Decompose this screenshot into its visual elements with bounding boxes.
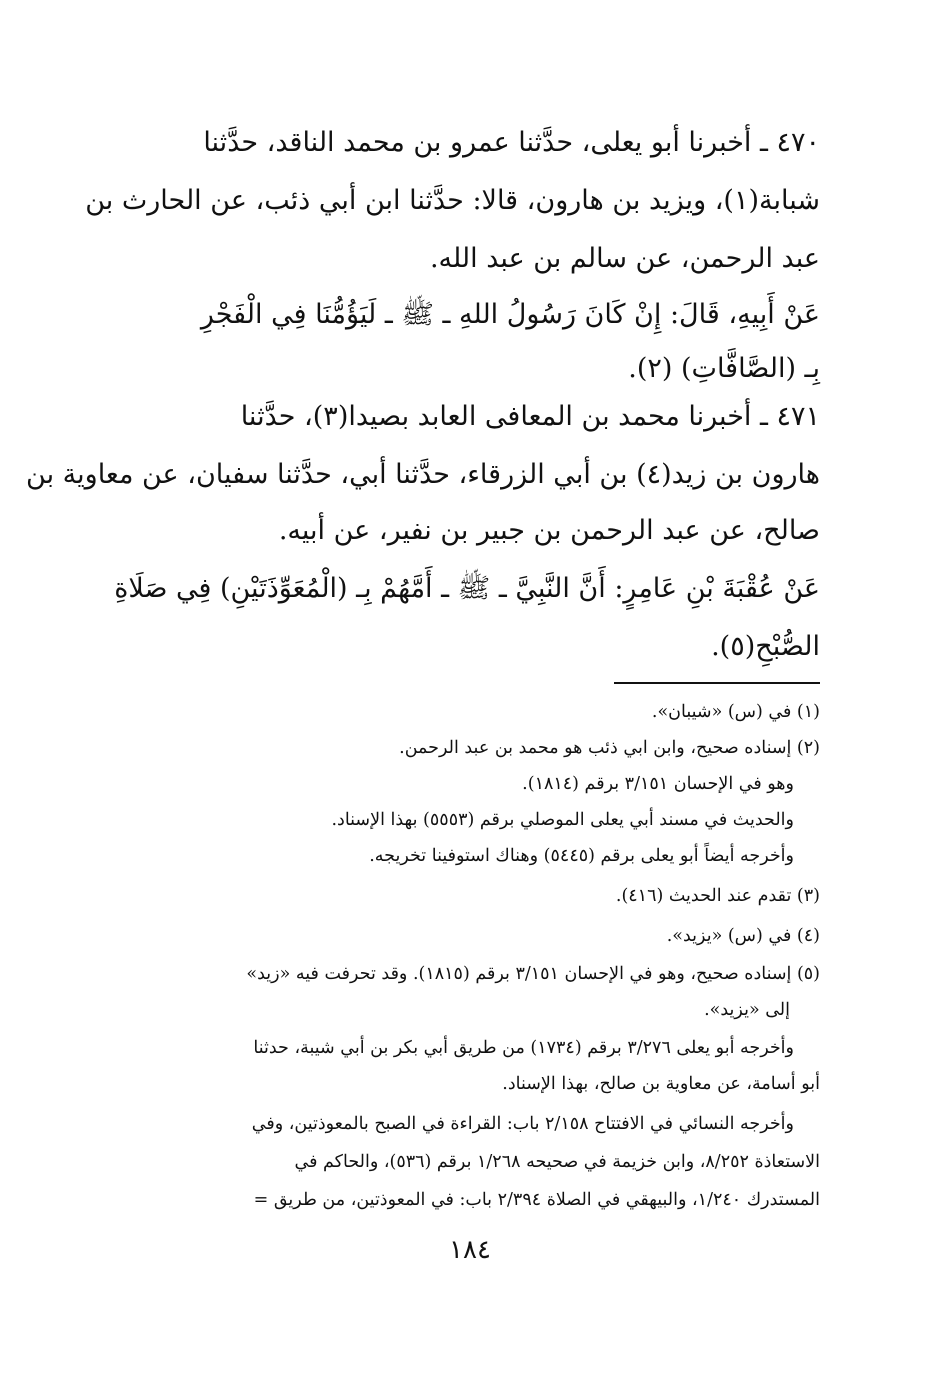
hadith-470-line-2: شبابة(١)، ويزيد بن هارون، قالا: حدَّثنا ابن أبي ذئب، عن الحارث بن bbox=[85, 185, 820, 216]
page-number: ١٨٤ bbox=[449, 1235, 491, 1265]
hadith-470-matn-line-1: عَنْ أَبِيهِ، قَالَ: إِنْ كَانَ رَسُولُ اللهِ ـ ﷺ ـ لَيَؤُمُّنَا فِي الْفَجْرِ bbox=[200, 299, 820, 330]
footnote-3: (٣) تقدم عند الحديث (٤١٦). bbox=[615, 886, 820, 906]
footnote-5-line-1: (٥) إسناده صحيح، وهو في الإحسان ٣/١٥١ برقم (١٨١٥). وقد تحرفت فيه «زيد» bbox=[246, 964, 820, 984]
footnote-2-line-2: وهو في الإحسان ٣/١٥١ برقم (١٨١٤). bbox=[522, 774, 794, 794]
hadith-470-line-3: عبد الرحمن، عن سالم بن عبد الله. bbox=[429, 243, 820, 274]
footnote-5-line-3: وأخرجه أبو يعلى ٣/٢٧٦ برقم (١٧٣٤) من طريق أبي بكر بن أبي شيبة، حدثنا bbox=[253, 1038, 794, 1058]
footnote-5-line-5: وأخرجه النسائي في الافتتاح ٢/١٥٨ باب: القراءة في الصبح بالمعوذتين، وفي bbox=[251, 1114, 794, 1134]
hadith-471-matn-line-2: الصُّبْحِ(٥). bbox=[711, 631, 820, 662]
footnote-4: (٤) في (س) «يزيد». bbox=[666, 926, 820, 946]
hadith-471-line-3: صالح، عن عبد الرحمن بن جبير بن نفير، عن أبيه. bbox=[278, 515, 820, 546]
hadith-470-matn-line-2: بِـ (الصَّافَّاتِ) (٢). bbox=[628, 353, 820, 384]
footnote-2-line-1: (٢) إسناده صحيح، وابن ابي ذئب هو محمد بن عبد الرحمن. bbox=[399, 738, 820, 758]
footnote-divider bbox=[614, 682, 820, 684]
footnote-5-line-6: الاستعاذة ٨/٢٥٢، وابن خزيمة في صحيحه ١/٢٦٨ برقم (٥٣٦)، والحاكم في bbox=[294, 1152, 820, 1172]
hadith-470-line-1: ٤٧٠ ـ أخبرنا أبو يعلى، حدَّثنا عمرو بن محمد الناقد، حدَّثنا bbox=[203, 127, 820, 158]
footnote-2-line-4: وأخرجه أيضاً أبو يعلى برقم (٥٤٤٥) وهناك استوفينا تخريجه. bbox=[369, 846, 794, 866]
footnote-1: (١) في (س) «شيبان». bbox=[651, 702, 820, 722]
footnote-5-line-4: أبو أسامة، عن معاوية بن صالح، بهذا الإسناد. bbox=[502, 1074, 820, 1094]
footnote-5-line-7: المستدرك ١/٢٤٠، والبيهقي في الصلاة ٢/٣٩٤ باب: في المعوذتين، من طريق = bbox=[253, 1190, 820, 1210]
footnote-2-line-3: والحديث في مسند أبي يعلى الموصلي برقم (٥٥٥٣) بهذا الإسناد. bbox=[331, 810, 794, 830]
hadith-471-matn-line-1: عَنْ عُقْبَةَ بْنِ عَامِرٍ: أَنَّ النَّبِيَّ ـ ﷺ ـ أَمَّهُمْ بِـ (الْمُعَوِّذَتَيْنِ) فِي صَلَاةِ bbox=[114, 573, 820, 604]
footnote-5-line-2: إلى «يزيد». bbox=[704, 1000, 790, 1020]
hadith-471-line-1: ٤٧١ ـ أخبرنا محمد بن المعافى العابد بصيدا(٣)، حدَّثنا bbox=[240, 401, 820, 432]
hadith-471-line-2: هارون بن زيد(٤) بن أبي الزرقاء، حدَّثنا أبي، حدَّثنا سفيان، عن معاوية بن bbox=[26, 459, 820, 490]
